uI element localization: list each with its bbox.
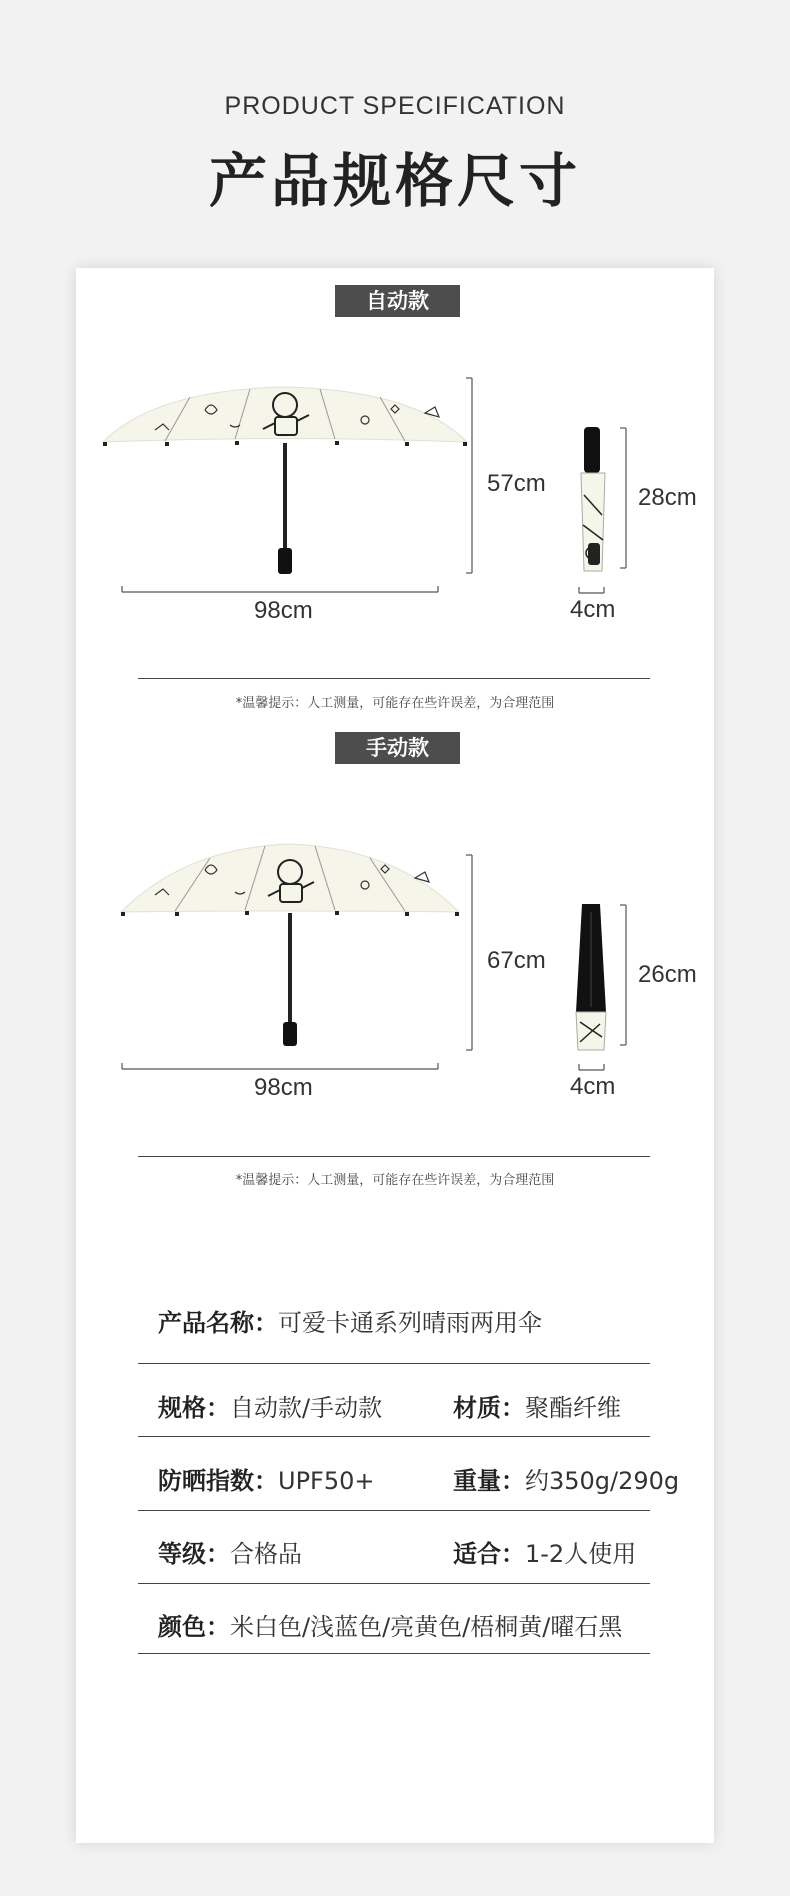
- spec-label: 材质：: [453, 1394, 525, 1422]
- dim-folded-width-manual: 4cm: [570, 1073, 616, 1100]
- spec-label: 颜色：: [158, 1613, 230, 1641]
- spec-label: 适合：: [453, 1540, 525, 1568]
- spec-label: 防晒指数：: [158, 1467, 278, 1495]
- spec-colors: [158, 1607, 622, 1642]
- dim-folded-length-auto: 28cm: [638, 484, 697, 511]
- umbrella-folded-illustration: [572, 902, 612, 1052]
- spec-value: 米白色/浅蓝色/亮黄色/梧桐黄/曜石黑: [230, 1613, 623, 1641]
- section-tag-auto: 自动款: [335, 285, 460, 317]
- divider: [138, 1156, 650, 1157]
- spec-product-name: [158, 1303, 542, 1338]
- divider: [138, 1583, 650, 1584]
- spec-weight: [453, 1461, 679, 1496]
- dim-open-height-manual: 67cm: [487, 947, 546, 974]
- dim-folded-length-manual: 26cm: [638, 961, 697, 988]
- section-tag-manual: 手动款: [335, 732, 460, 764]
- spec-label: 重量：: [453, 1467, 525, 1495]
- spec-value: 合格品: [230, 1540, 302, 1568]
- divider: [138, 1363, 650, 1364]
- divider: [138, 1436, 650, 1437]
- measurement-note-manual: *温馨提示：人工测量，可能存在些许误差，为合理范围: [235, 1173, 555, 1188]
- spec-value: 自动款/手动款: [230, 1394, 383, 1422]
- spec-value: 约350g/290g: [525, 1467, 680, 1495]
- spec-upf: [158, 1461, 375, 1496]
- dim-folded-width-auto: 4cm: [570, 596, 616, 623]
- measurement-note-auto: *温馨提示：人工测量，可能存在些许误差，为合理范围: [235, 696, 555, 711]
- spec-grade: [158, 1534, 302, 1569]
- spec-value: 1-2人使用: [525, 1540, 637, 1568]
- dim-width-manual: 98cm: [254, 1074, 313, 1101]
- title-en: PRODUCT SPECIFICATION: [224, 92, 566, 120]
- dim-open-height-auto: 57cm: [487, 470, 546, 497]
- page-title: 产品规格尺寸: [208, 147, 581, 215]
- spec-value: UPF50+: [278, 1467, 375, 1495]
- spec-value: 聚酯纤维: [525, 1394, 621, 1422]
- spec-label: 等级：: [158, 1540, 230, 1568]
- spec-material: [453, 1388, 621, 1423]
- spec-value: 可爱卡通系列晴雨两用伞: [278, 1309, 542, 1337]
- spec-label: 产品名称：: [158, 1309, 278, 1337]
- spec-suitable: [453, 1534, 636, 1569]
- spec-model: [158, 1388, 382, 1423]
- divider: [138, 1653, 650, 1654]
- spec-label: 规格：: [158, 1394, 230, 1422]
- divider: [138, 1510, 650, 1511]
- dim-width-auto: 98cm: [254, 597, 313, 624]
